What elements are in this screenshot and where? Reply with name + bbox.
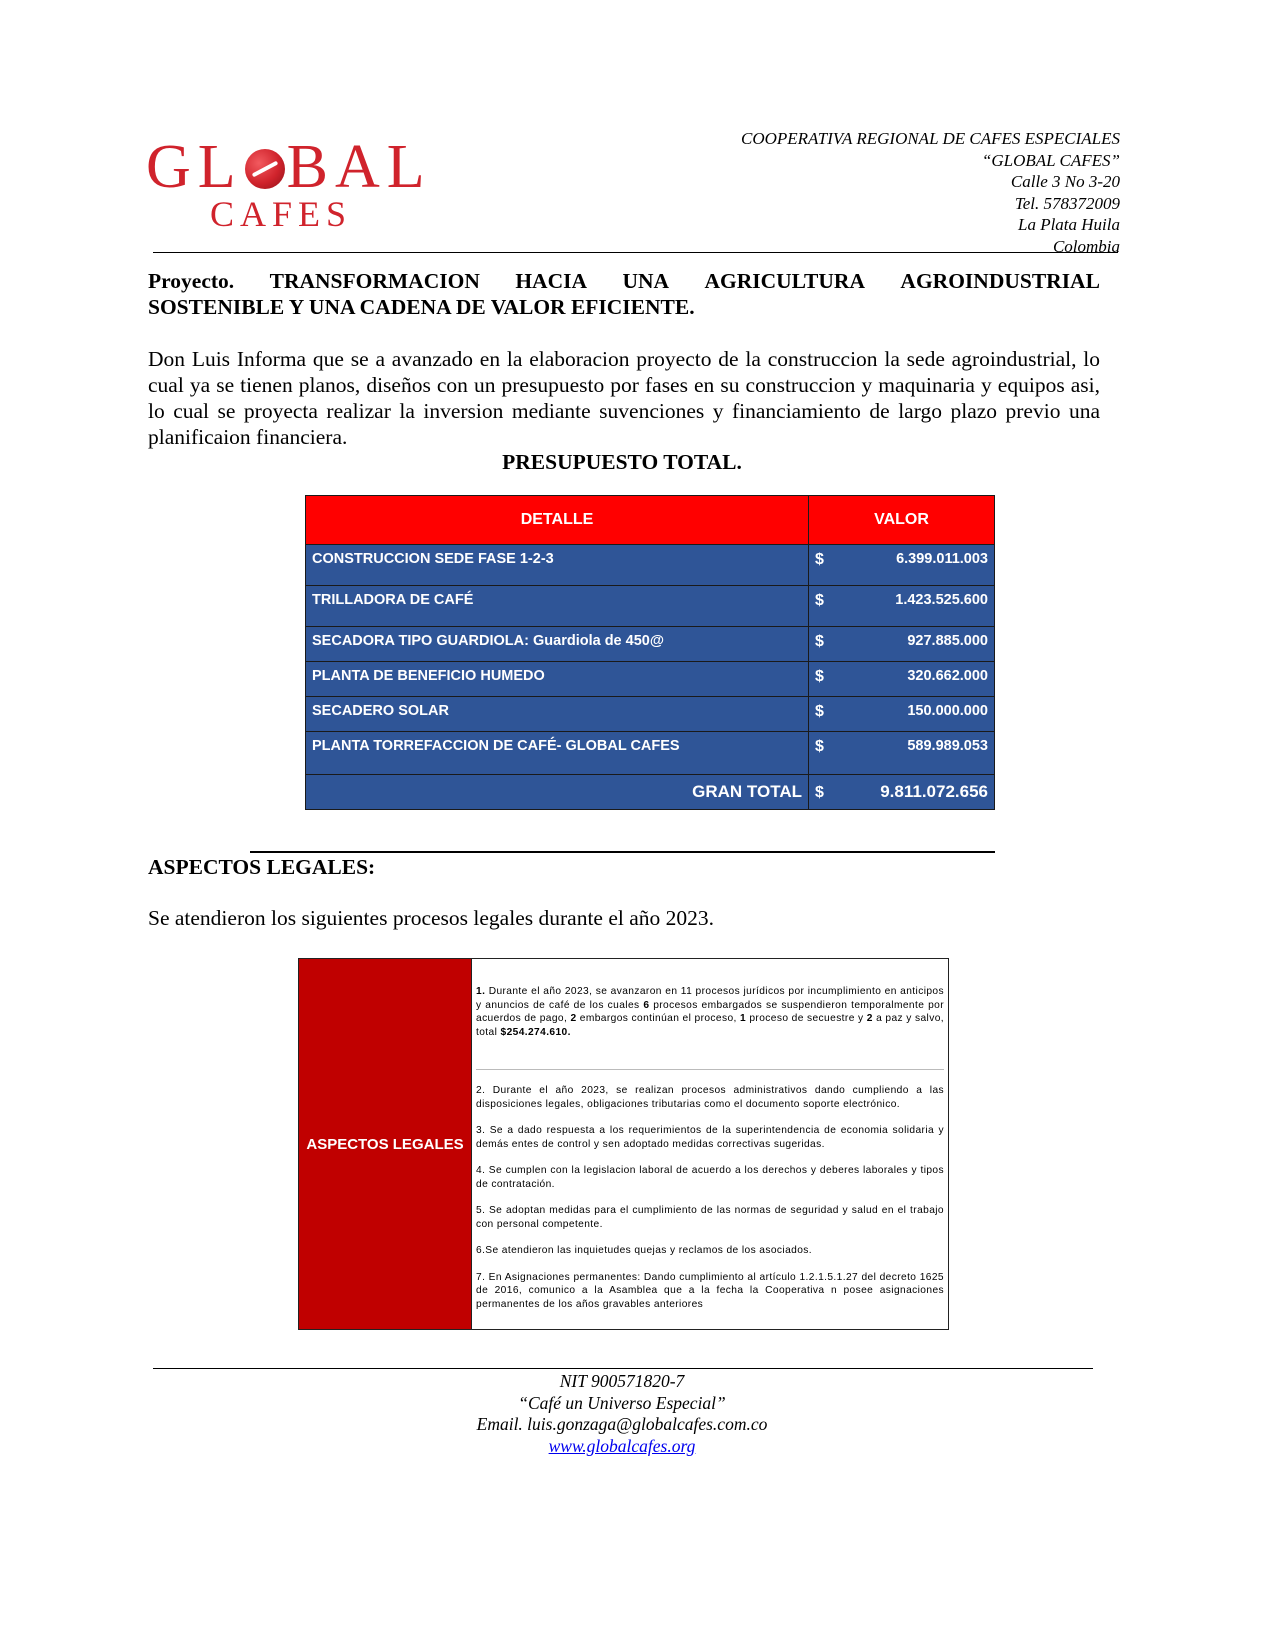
footer-slogan: “Café un Universo Especial” [518,1392,726,1413]
grand-total-value: 9.811.072.656 [880,782,988,801]
legal-items [472,959,948,1329]
title-word: AGRICULTURA [704,269,865,293]
logo-text-b: BAL [286,133,432,201]
grand-total-label: GRAN TOTAL [306,775,809,810]
item-text: proceso de secuestre y [746,1013,867,1024]
budget-table [305,495,995,810]
table-row [306,627,995,662]
item-bold: 6 [643,999,650,1011]
item-bold: 2 [866,1013,873,1024]
legal-item-5: 5. Se adoptan medidas para el cumplimiento de las normas de seguridad y salud en el trabajo con personal competente. [476,1205,944,1230]
legal-item-1 [476,985,944,1070]
coffee-bean-icon [245,149,285,189]
row-detail: PLANTA DE BENEFICIO HUMEDO [306,662,809,697]
org-phone: Tel. 578372009 [1014,193,1120,213]
currency-symbol: $ [815,738,824,755]
item-bold: 2 [570,1013,577,1024]
header-divider [153,252,1118,253]
title-word: HACIA [515,269,587,293]
row-value-cell [809,586,995,627]
legal-heading: ASPECTOS LEGALES: [148,855,376,879]
row-value-cell [809,627,995,662]
org-address: Calle 3 No 3-20 [1010,172,1120,191]
row-detail: SECADERO SOLAR [306,697,809,732]
currency-symbol: $ [815,703,824,720]
row-value: 320.662.000 [907,668,988,684]
row-value: 1.423.525.600 [895,592,988,608]
row-value-cell [809,662,995,697]
currency-symbol: $ [815,668,824,685]
legal-item-7: 7. En Asignaciones permanentes: Dando cumplimiento al artículo 1.2.1.5.1.27 del decreto 1625 de 2016, comunico a la Asamblea que a la fecha la Cooperativa n posee asignaciones permanentes de los años gravables anteriores [476,1271,944,1310]
legal-aspects-label: ASPECTOS LEGALES [299,959,472,1329]
row-value-cell [809,697,995,732]
legal-item-6: 6.Se atendieron las inquietudes quejas y reclamos de los asociados. [476,1245,813,1256]
budget-heading: PRESUPUESTO TOTAL. [502,450,742,474]
item-text: procesos embargados se suspendieron temporalmente por acuerdos de pago, [476,999,945,1024]
item-number: 1. [476,986,486,997]
project-title-line1 [148,268,1100,294]
item-bold: $254.274.610. [500,1026,571,1038]
global-cafes-logo [146,133,432,236]
budget-header-row [306,496,995,545]
logo-wordmark-top [146,133,432,201]
grand-total-cell [809,775,995,810]
column-header-detail: DETALLE [306,496,809,545]
footer-divider [153,1368,1093,1369]
organization-info [741,128,1120,257]
title-word: UNA [622,269,670,293]
grand-total-row [306,775,995,810]
footer-email: Email. luis.gonzaga@globalcafes.com.co [476,1414,768,1434]
item-text: embargos continúan el proceso, [576,1013,741,1024]
table-row [306,586,995,627]
row-value: 6.399.011.003 [896,551,988,567]
logo-wordmark-bottom: CAFES [210,194,353,234]
logo-text-a: GL [146,133,243,201]
legal-intro: Se atendieron los siguientes procesos legales durante el año 2023. [148,906,715,930]
row-value: 927.885.000 [907,633,988,649]
org-country: Colombia [1052,236,1120,256]
column-header-value: VALOR [809,496,995,545]
legal-item-2: 2. Durante el año 2023, se realizan procesos administrativos dando cumpliendo a las disposiciones legales, obligaciones tributarias como el documento soporte electrónico. [476,1085,944,1110]
row-detail: CONSTRUCCION SEDE FASE 1-2-3 [306,545,809,586]
title-word: TRANSFORMACION [269,269,480,293]
item-text: Durante el año 2023, se avanzaron en 11 procesos jurídicos por incumplimiento en anticipos y anuncios de café de los cuales [476,986,944,1011]
row-detail: PLANTA TORREFACCION DE CAFÉ- GLOBAL CAFES [306,732,809,775]
table-row [306,662,995,697]
currency-symbol: $ [815,592,824,609]
legal-item-4: 4. Se cumplen con la legislacion laboral de acuerdo a los derechos y deberes laborales y tipos de contratación. [476,1165,944,1190]
section-divider [250,851,995,853]
website-link[interactable]: www.globalcafes.org [548,1435,696,1456]
currency-symbol: $ [815,633,824,650]
title-word: AGROINDUSTRIAL [900,269,1100,293]
row-detail: TRILLADORA DE CAFÉ [306,586,809,627]
row-value-cell [809,545,995,586]
table-row [306,732,995,775]
item-bold: 1 [740,1013,747,1024]
legal-aspects-table [298,958,949,1330]
footer-nit: NIT 900571820-7 [559,1371,685,1391]
currency-symbol: $ [815,784,824,801]
project-title-line2: SOSTENIBLE Y UNA CADENA DE VALOR EFICIENTE. [148,295,695,319]
row-value-cell [809,732,995,775]
org-short-name: “GLOBAL CAFES” [981,150,1120,170]
legal-item-3: 3. Se a dado respuesta a los requerimientos de la superintendencia de economia solidaria y demás entes de control y sen adoptado medidas correctivas sugeridas. [476,1125,944,1150]
org-city: La Plata Huila [1017,215,1120,234]
table-row [306,545,995,586]
row-value: 150.000.000 [907,703,988,719]
project-title [148,268,1100,320]
org-name: COOPERATIVA REGIONAL DE CAFES ESPECIALES [741,129,1120,148]
currency-symbol: $ [815,551,824,568]
footer [0,1371,1244,1457]
row-value: 589.989.053 [907,738,988,754]
row-detail: SECADORA TIPO GUARDIOLA: Guardiola de 450@ [306,627,809,662]
project-paragraph: Don Luis Informa que se a avanzado en la elaboracion proyecto de la construccion la sede agroindustrial, lo cual ya se tienen planos, diseños con un presupuesto por fases en su construccion y maquinaria y equipos asi, lo cual se proyecta realizar la inversion mediante suvenciones y financiamiento de largo plazo previo una planificaion financiera. [148,347,1100,449]
item-text: a paz y salvo, total [476,1013,944,1038]
table-row [306,697,995,732]
project-label: Proyecto. [148,269,235,293]
